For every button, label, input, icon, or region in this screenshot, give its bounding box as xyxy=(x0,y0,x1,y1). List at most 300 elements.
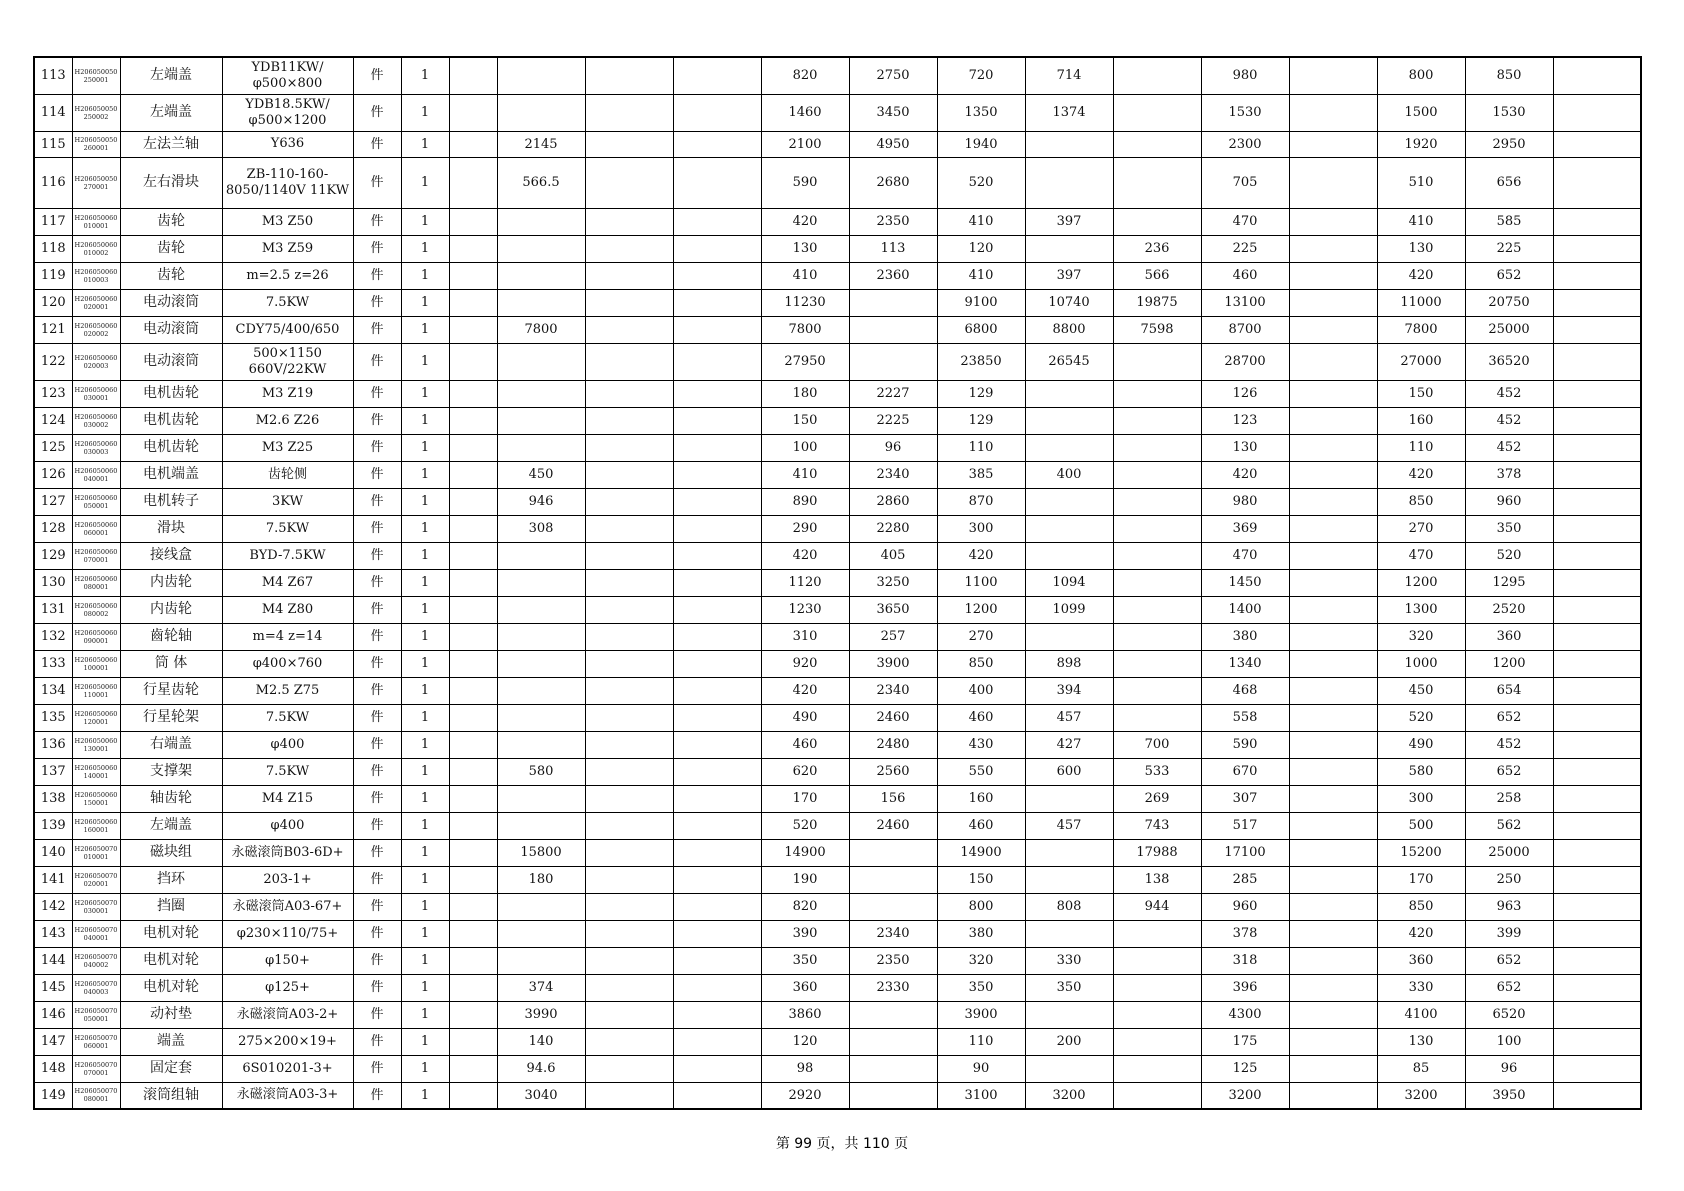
material-code-cell: H206050060080002 xyxy=(72,596,120,623)
price-cell xyxy=(1113,596,1201,623)
price-cell: 1460 xyxy=(761,94,849,131)
material-code-cell: H206050060010001 xyxy=(72,208,120,235)
price-cell: 130 xyxy=(1377,1028,1465,1055)
price-cell: 113 xyxy=(849,235,937,262)
spec-cell: 永磁滚筒B03-6D+ xyxy=(222,839,353,866)
table-row xyxy=(34,758,1641,785)
price-cell xyxy=(849,316,937,343)
price-cell: 300 xyxy=(937,515,1025,542)
price-cell xyxy=(585,893,673,920)
price-cell xyxy=(1113,131,1201,157)
material-code-cell: H206050060020001 xyxy=(72,289,120,316)
price-cell: 320 xyxy=(937,947,1025,974)
price-cell: 380 xyxy=(937,920,1025,947)
price-cell: 125 xyxy=(1201,1055,1289,1082)
material-code-cell: H206050060130001 xyxy=(72,731,120,758)
part-name-cell: 电机对轮 xyxy=(120,947,222,974)
unit-cell: 件 xyxy=(353,731,401,758)
row-number-cell: 136 xyxy=(34,731,72,758)
price-cell xyxy=(449,488,497,515)
price-cell xyxy=(585,434,673,461)
part-name-cell: 固定套 xyxy=(120,1055,222,1082)
price-cell xyxy=(1553,623,1641,650)
spec-cell: M2.6 Z26 xyxy=(222,407,353,434)
price-cell xyxy=(585,866,673,893)
unit-cell: 件 xyxy=(353,542,401,569)
price-cell: 110 xyxy=(937,1028,1025,1055)
table-row xyxy=(34,57,1641,94)
price-cell xyxy=(1553,289,1641,316)
row-number-cell: 140 xyxy=(34,839,72,866)
spec-cell: YDB18.5KW/φ500×1200 xyxy=(222,94,353,131)
price-cell: 720 xyxy=(937,57,1025,94)
price-cell xyxy=(1025,515,1113,542)
price-cell xyxy=(449,407,497,434)
price-cell: 120 xyxy=(761,1028,849,1055)
price-cell xyxy=(673,1082,761,1109)
price-cell: 250 xyxy=(1465,866,1553,893)
price-cell xyxy=(673,812,761,839)
price-cell xyxy=(1289,947,1377,974)
price-cell: 410 xyxy=(937,208,1025,235)
price-cell xyxy=(449,461,497,488)
part-name-cell: 电动滚筒 xyxy=(120,316,222,343)
unit-cell: 件 xyxy=(353,1001,401,1028)
spec-cell: 203-1+ xyxy=(222,866,353,893)
price-cell xyxy=(585,542,673,569)
price-cell xyxy=(1553,812,1641,839)
price-cell: 150 xyxy=(1377,380,1465,407)
row-number-cell: 128 xyxy=(34,515,72,542)
spec-cell: M3 Z19 xyxy=(222,380,353,407)
price-cell xyxy=(1113,57,1201,94)
price-cell xyxy=(585,515,673,542)
price-cell: 120 xyxy=(937,235,1025,262)
row-number-cell: 139 xyxy=(34,812,72,839)
material-code-cell: H206050060080001 xyxy=(72,569,120,596)
price-cell: 898 xyxy=(1025,650,1113,677)
price-cell: 420 xyxy=(1201,461,1289,488)
price-cell xyxy=(449,1028,497,1055)
table-row xyxy=(34,316,1641,343)
price-cell xyxy=(497,542,585,569)
price-cell xyxy=(1113,407,1201,434)
price-cell xyxy=(585,380,673,407)
price-cell xyxy=(673,208,761,235)
part-name-cell: 接线盒 xyxy=(120,542,222,569)
unit-cell: 件 xyxy=(353,920,401,947)
price-cell: 10740 xyxy=(1025,289,1113,316)
row-number-cell: 141 xyxy=(34,866,72,893)
part-name-cell: 筒 体 xyxy=(120,650,222,677)
price-cell: 180 xyxy=(761,380,849,407)
price-cell: 580 xyxy=(1377,758,1465,785)
price-cell: 378 xyxy=(1465,461,1553,488)
price-cell xyxy=(1553,569,1641,596)
price-cell: 110 xyxy=(937,434,1025,461)
price-cell xyxy=(1553,57,1641,94)
price-cell: 400 xyxy=(937,677,1025,704)
price-cell xyxy=(849,866,937,893)
price-cell: 405 xyxy=(849,542,937,569)
quantity-cell: 1 xyxy=(401,434,449,461)
price-cell: 6520 xyxy=(1465,1001,1553,1028)
price-cell: 13100 xyxy=(1201,289,1289,316)
part-name-cell: 电机齿轮 xyxy=(120,407,222,434)
unit-cell: 件 xyxy=(353,461,401,488)
table-row xyxy=(34,947,1641,974)
row-number-cell: 149 xyxy=(34,1082,72,1109)
price-cell xyxy=(585,704,673,731)
price-cell: 457 xyxy=(1025,812,1113,839)
price-cell xyxy=(497,434,585,461)
price-cell: 670 xyxy=(1201,758,1289,785)
price-cell xyxy=(585,785,673,812)
material-code-cell: H206050070010001 xyxy=(72,839,120,866)
price-cell: 3250 xyxy=(849,569,937,596)
price-cell: 6800 xyxy=(937,316,1025,343)
price-cell: 1374 xyxy=(1025,94,1113,131)
spec-cell: BYD-7.5KW xyxy=(222,542,353,569)
price-cell xyxy=(1113,542,1201,569)
price-cell: 585 xyxy=(1465,208,1553,235)
price-cell: 4100 xyxy=(1377,1001,1465,1028)
price-cell xyxy=(449,542,497,569)
spec-cell: CDY75/400/650 xyxy=(222,316,353,343)
spec-cell: M3 Z25 xyxy=(222,434,353,461)
price-cell xyxy=(673,461,761,488)
price-cell xyxy=(1113,677,1201,704)
row-number-cell: 114 xyxy=(34,94,72,131)
price-cell xyxy=(673,839,761,866)
row-number-cell: 120 xyxy=(34,289,72,316)
price-cell xyxy=(497,677,585,704)
price-cell: 427 xyxy=(1025,731,1113,758)
row-number-cell: 142 xyxy=(34,893,72,920)
price-cell: 430 xyxy=(937,731,1025,758)
price-cell: 520 xyxy=(1377,704,1465,731)
price-cell: 2480 xyxy=(849,731,937,758)
price-cell xyxy=(1553,542,1641,569)
price-cell xyxy=(1113,157,1201,208)
price-cell xyxy=(497,380,585,407)
price-cell xyxy=(673,262,761,289)
price-cell xyxy=(497,235,585,262)
price-cell xyxy=(585,623,673,650)
price-cell: 1500 xyxy=(1377,94,1465,131)
price-cell xyxy=(449,131,497,157)
price-cell: 23850 xyxy=(937,343,1025,380)
row-number-cell: 143 xyxy=(34,920,72,947)
price-cell: 580 xyxy=(497,758,585,785)
table-row xyxy=(34,157,1641,208)
price-cell: 3100 xyxy=(937,1082,1025,1109)
material-code-cell: H206050060050001 xyxy=(72,488,120,515)
table-row xyxy=(34,262,1641,289)
price-cell xyxy=(673,235,761,262)
row-number-cell: 116 xyxy=(34,157,72,208)
price-cell: 225 xyxy=(1201,235,1289,262)
price-cell: 1350 xyxy=(937,94,1025,131)
price-cell xyxy=(497,704,585,731)
price-cell: 170 xyxy=(1377,866,1465,893)
price-cell: 2340 xyxy=(849,677,937,704)
price-cell xyxy=(1113,569,1201,596)
page-footer: 第 99 页，共 110 页 xyxy=(775,1136,909,1152)
price-cell xyxy=(1113,623,1201,650)
quantity-cell: 1 xyxy=(401,289,449,316)
quantity-cell: 1 xyxy=(401,947,449,974)
price-cell: 396 xyxy=(1201,974,1289,1001)
part-name-cell: 左端盖 xyxy=(120,57,222,94)
price-cell: 566 xyxy=(1113,262,1201,289)
price-cell xyxy=(1113,1082,1201,1109)
price-cell xyxy=(1553,1082,1641,1109)
price-cell xyxy=(1289,407,1377,434)
price-cell: 257 xyxy=(849,623,937,650)
price-cell xyxy=(1289,208,1377,235)
spec-cell: Y636 xyxy=(222,131,353,157)
quantity-cell: 1 xyxy=(401,1055,449,1082)
price-cell xyxy=(1025,839,1113,866)
part-name-cell: 磁块组 xyxy=(120,839,222,866)
price-cell xyxy=(1113,380,1201,407)
quantity-cell: 1 xyxy=(401,839,449,866)
unit-cell: 件 xyxy=(353,677,401,704)
price-cell xyxy=(1289,623,1377,650)
price-cell xyxy=(1289,893,1377,920)
price-cell xyxy=(1553,380,1641,407)
spec-cell: 3KW xyxy=(222,488,353,515)
price-cell xyxy=(585,731,673,758)
unit-cell: 件 xyxy=(353,893,401,920)
price-cell: 520 xyxy=(1465,542,1553,569)
price-cell xyxy=(585,208,673,235)
price-cell xyxy=(1025,1001,1113,1028)
price-cell xyxy=(585,1082,673,1109)
price-cell xyxy=(673,289,761,316)
material-code-cell: H206050070060001 xyxy=(72,1028,120,1055)
quantity-cell: 1 xyxy=(401,1082,449,1109)
price-cell xyxy=(1289,157,1377,208)
table-row xyxy=(34,974,1641,1001)
price-cell xyxy=(673,866,761,893)
unit-cell: 件 xyxy=(353,515,401,542)
price-cell: 100 xyxy=(761,434,849,461)
price-cell: 200 xyxy=(1025,1028,1113,1055)
price-cell: 8700 xyxy=(1201,316,1289,343)
row-number-cell: 131 xyxy=(34,596,72,623)
unit-cell: 件 xyxy=(353,569,401,596)
price-cell xyxy=(1289,704,1377,731)
price-cell: 9100 xyxy=(937,289,1025,316)
price-cell xyxy=(673,704,761,731)
unit-cell: 件 xyxy=(353,434,401,461)
table-row xyxy=(34,542,1641,569)
spec-cell: M3 Z59 xyxy=(222,235,353,262)
price-cell: 800 xyxy=(937,893,1025,920)
price-cell: 1530 xyxy=(1201,94,1289,131)
table-row xyxy=(34,1001,1641,1028)
price-cell xyxy=(1553,235,1641,262)
price-cell xyxy=(1289,542,1377,569)
price-cell: 27950 xyxy=(761,343,849,380)
price-cell: 808 xyxy=(1025,893,1113,920)
price-cell xyxy=(449,866,497,893)
price-cell: 94.6 xyxy=(497,1055,585,1082)
price-cell xyxy=(1553,208,1641,235)
price-cell: 350 xyxy=(937,974,1025,1001)
price-cell xyxy=(1289,650,1377,677)
price-cell xyxy=(1553,758,1641,785)
price-cell xyxy=(585,812,673,839)
table-row xyxy=(34,488,1641,515)
material-code-cell: H206050070050001 xyxy=(72,1001,120,1028)
price-cell xyxy=(849,1055,937,1082)
price-cell: 270 xyxy=(1377,515,1465,542)
price-cell: 1400 xyxy=(1201,596,1289,623)
part-name-cell: 端盖 xyxy=(120,1028,222,1055)
unit-cell: 件 xyxy=(353,866,401,893)
price-cell xyxy=(449,893,497,920)
row-number-cell: 135 xyxy=(34,704,72,731)
price-cell xyxy=(1289,758,1377,785)
price-cell: 652 xyxy=(1465,262,1553,289)
row-number-cell: 133 xyxy=(34,650,72,677)
price-cell xyxy=(1553,1055,1641,1082)
price-cell: 654 xyxy=(1465,677,1553,704)
price-cell: 360 xyxy=(761,974,849,1001)
table-row xyxy=(34,380,1641,407)
row-number-cell: 122 xyxy=(34,343,72,380)
row-number-cell: 125 xyxy=(34,434,72,461)
price-cell: 558 xyxy=(1201,704,1289,731)
price-cell: 3200 xyxy=(1201,1082,1289,1109)
price-cell xyxy=(1113,1055,1201,1082)
price-cell: 1000 xyxy=(1377,650,1465,677)
price-cell: 963 xyxy=(1465,893,1553,920)
row-number-cell: 113 xyxy=(34,57,72,94)
price-cell xyxy=(449,380,497,407)
price-cell xyxy=(585,235,673,262)
price-cell xyxy=(1553,920,1641,947)
price-cell xyxy=(1113,94,1201,131)
price-cell xyxy=(497,785,585,812)
spec-cell: M2.5 Z75 xyxy=(222,677,353,704)
price-cell xyxy=(1553,94,1641,131)
row-number-cell: 118 xyxy=(34,235,72,262)
price-cell: 3860 xyxy=(761,1001,849,1028)
quantity-cell: 1 xyxy=(401,974,449,1001)
unit-cell: 件 xyxy=(353,812,401,839)
price-cell: 2225 xyxy=(849,407,937,434)
material-code-cell: H206050060030002 xyxy=(72,407,120,434)
table-row xyxy=(34,131,1641,157)
table-row xyxy=(34,208,1641,235)
price-cell xyxy=(585,157,673,208)
price-cell: 150 xyxy=(937,866,1025,893)
quantity-cell: 1 xyxy=(401,812,449,839)
price-cell: 960 xyxy=(1201,893,1289,920)
price-cell xyxy=(1113,208,1201,235)
price-cell: 3200 xyxy=(1025,1082,1113,1109)
price-cell xyxy=(1553,488,1641,515)
price-cell xyxy=(1113,1028,1201,1055)
price-cell: 470 xyxy=(1377,542,1465,569)
price-cell: 460 xyxy=(1201,262,1289,289)
price-cell: 2350 xyxy=(849,947,937,974)
price-cell: 960 xyxy=(1465,488,1553,515)
material-code-cell: H206050050260001 xyxy=(72,131,120,157)
price-cell: 7800 xyxy=(497,316,585,343)
price-cell: 652 xyxy=(1465,974,1553,1001)
price-cell xyxy=(449,208,497,235)
quantity-cell: 1 xyxy=(401,542,449,569)
price-cell: 714 xyxy=(1025,57,1113,94)
material-code-cell: H206050070040002 xyxy=(72,947,120,974)
table-row xyxy=(34,515,1641,542)
table-row xyxy=(34,434,1641,461)
price-cell xyxy=(673,650,761,677)
price-cell: 420 xyxy=(761,208,849,235)
price-cell: 360 xyxy=(1465,623,1553,650)
price-cell xyxy=(1553,704,1641,731)
price-cell: 19875 xyxy=(1113,289,1201,316)
spec-cell: φ230×110/75+ xyxy=(222,920,353,947)
spec-cell: ZB-110-160-8050/1140V 11KW xyxy=(222,157,353,208)
table-row xyxy=(34,704,1641,731)
price-cell: 7800 xyxy=(1377,316,1465,343)
price-cell xyxy=(673,488,761,515)
price-cell: 850 xyxy=(1377,488,1465,515)
price-cell xyxy=(497,920,585,947)
price-cell: 2920 xyxy=(761,1082,849,1109)
spec-cell: 7.5KW xyxy=(222,758,353,785)
unit-cell: 件 xyxy=(353,94,401,131)
price-cell xyxy=(585,947,673,974)
part-name-cell: 电机对轮 xyxy=(120,920,222,947)
unit-cell: 件 xyxy=(353,1082,401,1109)
table-row xyxy=(34,1082,1641,1109)
price-cell xyxy=(1553,434,1641,461)
material-code-cell: H206050050250001 xyxy=(72,57,120,94)
price-cell: 420 xyxy=(1377,920,1465,947)
row-number-cell: 130 xyxy=(34,569,72,596)
table-row xyxy=(34,839,1641,866)
price-cell xyxy=(1289,1055,1377,1082)
price-cell: 457 xyxy=(1025,704,1113,731)
price-cell xyxy=(1113,343,1201,380)
row-number-cell: 115 xyxy=(34,131,72,157)
price-cell xyxy=(1289,920,1377,947)
price-cell xyxy=(1553,947,1641,974)
quantity-cell: 1 xyxy=(401,893,449,920)
price-cell xyxy=(1553,515,1641,542)
price-cell: 160 xyxy=(1377,407,1465,434)
spec-cell: m=4 z=14 xyxy=(222,623,353,650)
price-cell: 14900 xyxy=(937,839,1025,866)
price-cell xyxy=(1289,812,1377,839)
price-cell: 452 xyxy=(1465,434,1553,461)
price-cell xyxy=(585,407,673,434)
price-cell xyxy=(497,623,585,650)
part-name-cell: 左右滑块 xyxy=(120,157,222,208)
part-name-cell: 挡圈 xyxy=(120,893,222,920)
price-cell: 160 xyxy=(937,785,1025,812)
price-cell: 600 xyxy=(1025,758,1113,785)
price-cell xyxy=(497,262,585,289)
price-cell xyxy=(673,623,761,650)
